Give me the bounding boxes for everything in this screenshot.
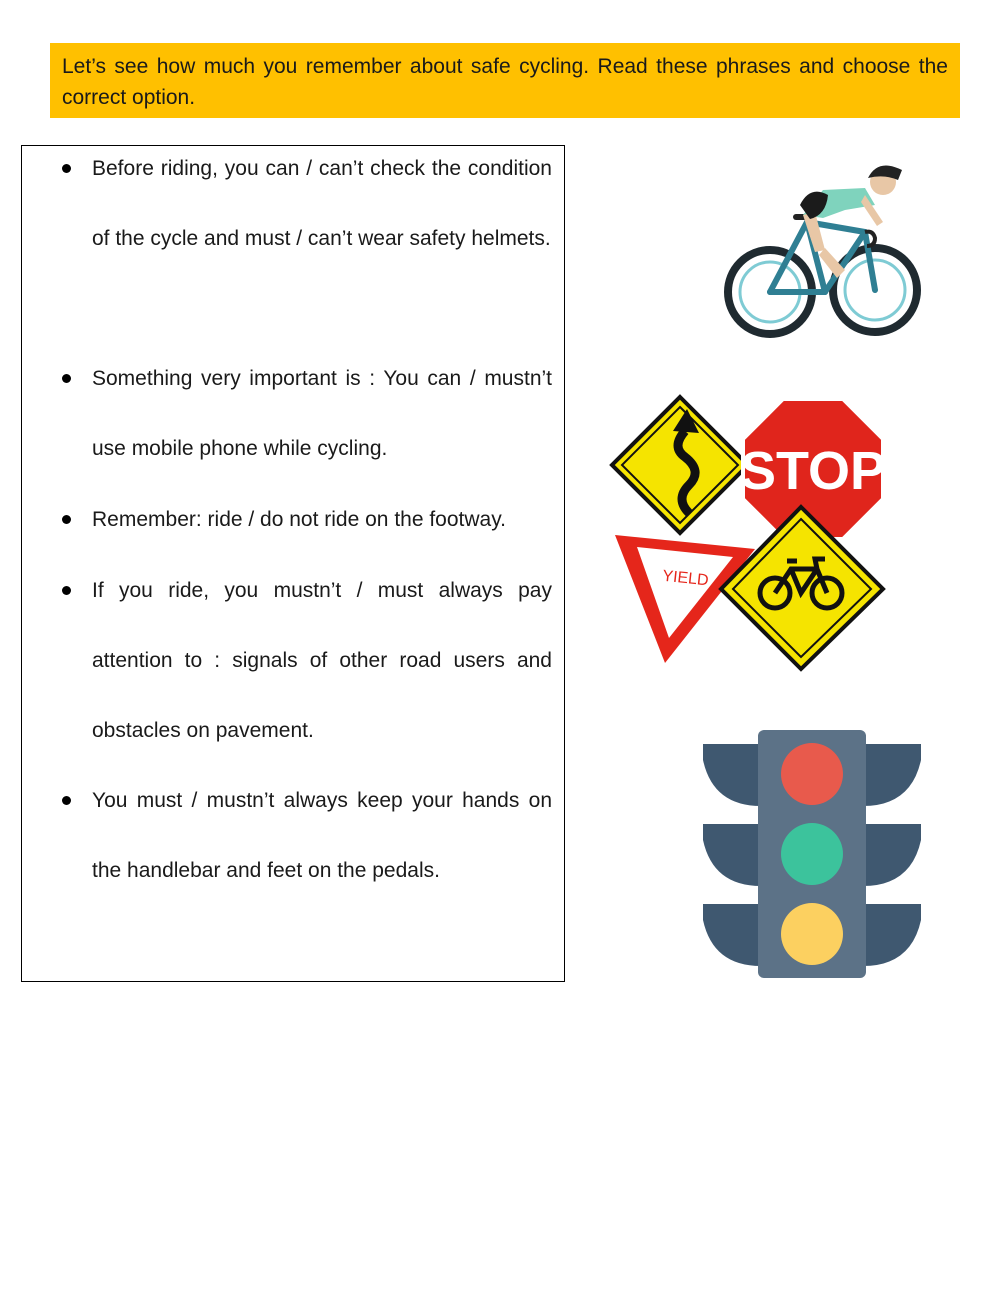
red-light-icon xyxy=(781,743,843,805)
yield-sign-text: YIELD xyxy=(661,567,710,590)
exercise-box xyxy=(21,145,565,982)
statement-item-5 xyxy=(92,766,552,906)
road-signs-illustration xyxy=(605,393,890,673)
stop-sign-text: STOP xyxy=(739,441,887,501)
bullet-icon xyxy=(62,515,71,524)
statement-text: Remember: ride / do not ride on the footway. xyxy=(92,508,506,531)
bicycle-sign xyxy=(721,507,883,669)
instructions-banner xyxy=(50,43,960,118)
statement-item-1 xyxy=(92,134,552,274)
statement-item-4 xyxy=(92,556,552,766)
statement-item-3 xyxy=(92,485,552,555)
statement-text: If you ride, you mustn’t / must always pay attention to : signals of other road users and obstacles on pavement. xyxy=(92,579,552,742)
bullet-icon xyxy=(62,586,71,595)
cyclist-illustration xyxy=(715,150,930,345)
instructions-text: Let’s see how much you remember about safe cycling. Read these phrases and choose the correct option. xyxy=(62,55,948,109)
yellow-light-icon xyxy=(781,903,843,965)
bullet-icon xyxy=(62,164,71,173)
bullet-icon xyxy=(62,796,71,805)
statement-text: You must / mustn’t always keep your hands on the handlebar and feet on the pedals. xyxy=(92,789,552,882)
statement-text: Before riding, you can / can’t check the condition of the cycle and must / can’t wear safety helmets. xyxy=(92,157,552,250)
statement-item-2 xyxy=(92,344,552,484)
statement-text: Something very important is : You can / mustn’t use mobile phone while cycling. xyxy=(92,367,552,460)
bullet-icon xyxy=(62,374,71,383)
traffic-light-illustration xyxy=(703,730,921,978)
green-light-icon xyxy=(781,823,843,885)
winding-road-sign xyxy=(612,397,748,533)
